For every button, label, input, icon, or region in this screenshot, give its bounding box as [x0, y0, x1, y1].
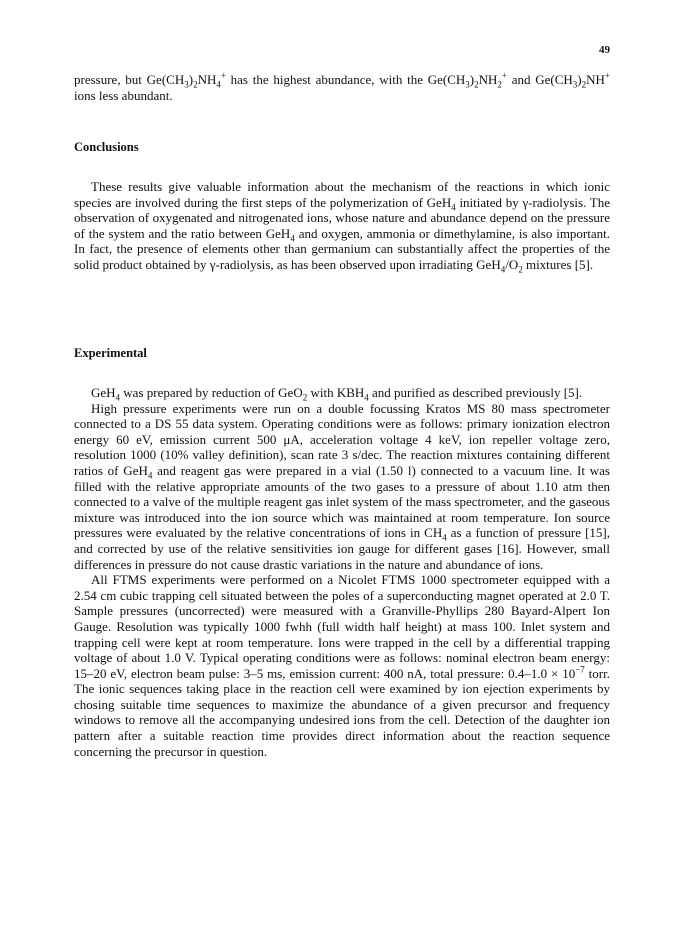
text-run: These results give valuable information about the mechanism of the reactions in which ionic species are involved during the first steps of the polymerization of GeH — [74, 179, 610, 210]
text-run: has the highest abundance, with the Ge(CH — [225, 72, 466, 87]
text-run: was prepared by reduction of GeO — [120, 385, 303, 400]
text-run: ) — [188, 72, 194, 87]
experimental-body — [74, 385, 610, 759]
subscript: 4 — [115, 392, 121, 403]
text-run: ) — [577, 72, 582, 87]
subscript: 4 — [290, 233, 295, 244]
conclusions-paragraph — [74, 179, 610, 273]
experimental-paragraph-ftms — [74, 572, 610, 759]
superscript: + — [220, 70, 226, 81]
text-run: /O — [505, 256, 519, 272]
text-run: and reagent gas were prepared in a vial (1.50 l) connected to a vacuum line. It was filled with the relative appropriate amounts of the two gases to a pressure of about 1.10 atm then connected to a valve of the multiple reagent gas inlet system of the mass spectrometer, and the gaseous mixture was introduced into the ion source which was maintained at room temperature. Ion source pressures were evaluated by the relative concentrations of ions in CH — [74, 462, 610, 541]
continuation-paragraph — [74, 72, 610, 103]
text-run: ) — [469, 72, 475, 87]
text-run: and Ge(CH — [506, 72, 573, 87]
superscript: + — [501, 70, 507, 81]
text-run: mixtures [5]. — [522, 256, 594, 272]
subscript: 3 — [184, 79, 189, 90]
experimental-paragraph-high-pressure — [74, 401, 610, 573]
text-run: NH — [586, 72, 605, 87]
experimental-paragraph-preparation — [74, 385, 610, 401]
subscript: 4 — [216, 79, 221, 90]
text-run: as a function of pressure [15], and corrected by use of the relative sensitivities ion gauge for different gases [16]. However, small differences in pressure do not cause drastic variations in the nature and abundance of ions. — [74, 525, 610, 572]
subscript: 3 — [572, 79, 578, 90]
superscript: + — [604, 70, 610, 81]
subscript: 3 — [465, 79, 470, 90]
text-run: torr. The ionic sequences taking place in the reaction cell were examined by ion ejection experiments by chosing suitable time sequences to maximize the abundance of a given precursor and frequency windows to remove all the accompanying undesired ions from the cell. Detection of the daughter ion pattern after a suitable reaction time provides direct information about the reaction sequence concerning the precursor in question. — [74, 665, 610, 759]
subscript: 2 — [474, 79, 479, 90]
text-run: NH — [197, 72, 217, 87]
subscript: 4 — [500, 264, 506, 275]
text-run: with KBH — [307, 385, 365, 400]
experimental-heading: Experimental — [74, 346, 147, 360]
subscript: 4 — [147, 470, 153, 481]
text-run: High pressure experiments were run on a double focussing Kratos MS 80 mass spectrometer connected to a DS 55 data system. Operating conditions were as follows: primary ionization electron energy 60 eV, emission current 500 μA, acceleration voltage 4 keV, ion repeller voltage zero, resolution 1000 (10% valley definition), scan rate 3 s/dec. The reaction mixtures containing different ratios of GeH — [74, 400, 610, 478]
subscript: 2 — [193, 79, 198, 90]
conclusions-heading: Conclusions — [74, 140, 139, 154]
text-run: and purified as described previously [5]. — [368, 385, 583, 400]
subscript: 2 — [581, 79, 587, 90]
subscript: 4 — [442, 532, 447, 543]
text-run: NH — [478, 72, 498, 87]
text-run: and oxygen, ammonia or dimethylamine, is also important. In fact, the presence of elements other than germanium can substantially affect the properties of the solid product obtained by γ-radiolysis, as has been observed upon irradiating GeH — [74, 225, 611, 272]
subscript: 2 — [497, 79, 502, 90]
subscript: 2 — [302, 392, 308, 403]
subscript: 2 — [518, 264, 523, 275]
text-run: ions less abundant. — [74, 87, 173, 103]
subscript: 4 — [364, 392, 369, 403]
superscript: −7 — [575, 664, 585, 675]
text-run: pressure, but Ge(CH — [74, 72, 185, 87]
text-run: All FTMS experiments were performed on a Nicolet FTMS 1000 spectrometer equipped with a 2.54 cm cubic trapping cell situated between the poles of a superconducting magnet operated at 2.0 T. Sample pressures (uncorrected) were measured with a Granville-Phyllips 280 Bayard-Alpert Ion Gauge. Resolution was typically 1000 fwhh (full width half height) at mass 100. Inlet system and trapping cell were kept at room temperature. Ions were trapped in the cell by a differential trapping voltage of about 1.0 V. Typical operating conditions were as follows: nominal electron beam energy: 15–20 eV, electron beam pulse: 3–5 ms, emission current: 400 nA, total pressure: 0.4–1.0 × 10 — [74, 572, 610, 681]
text-run: GeH — [91, 385, 116, 400]
page-number: 49 — [599, 44, 610, 56]
text-run: initiated by γ-radiolysis. The observation of oxygenated and nitrogenated ions, whose nature and abundance depend on the pressure of the system and the ratio between GeH — [74, 194, 611, 241]
subscript: 4 — [451, 202, 456, 213]
